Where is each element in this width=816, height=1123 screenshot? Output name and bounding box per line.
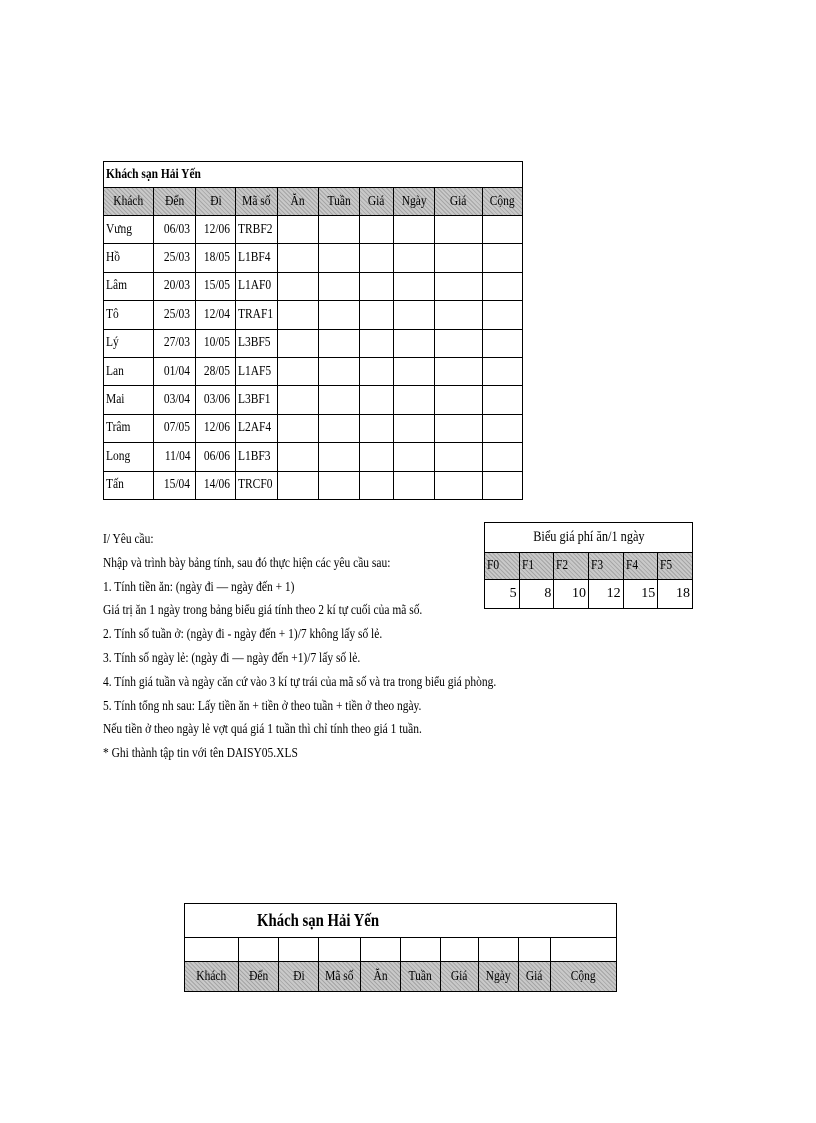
cell-text: Ăn [373,968,388,984]
table-cell [319,301,360,329]
header-cell [279,962,319,992]
cell-text: Giá [368,193,385,209]
requirement-line [103,647,543,671]
table-cell [278,414,319,442]
table-cell [278,386,319,414]
table-cell [278,216,319,244]
table-cell [236,216,278,244]
price-value: 12 [606,586,621,601]
requirement-line [103,528,543,552]
cell-text: 3. Tính số ngày lẻ: (ngày đi — ngày đến +1)/7 lấy số lẻ. [103,650,361,666]
hotel-table-header [104,188,523,216]
table-cell [394,301,435,329]
header-cell [104,188,154,216]
price-value: 8 [544,586,552,601]
empty-cell [239,938,279,962]
header-cell [278,188,319,216]
cell-text: 12/06 [203,221,231,237]
header-cell [236,188,278,216]
table-cell [319,272,360,300]
cell-text: 06/03 [163,221,191,237]
table-cell [319,471,360,499]
cell-text: Khách [196,968,227,984]
table-cell [154,443,196,471]
table-cell [394,329,435,357]
header-cell [519,962,551,992]
cell-text: Ngày [401,193,427,209]
table-cell [196,216,236,244]
table-cell [154,272,196,300]
cell-text: F0 [487,558,500,573]
table-cell [360,329,394,357]
requirement-line [103,742,543,766]
table-cell [360,443,394,471]
table-cell [360,216,394,244]
cell-text: 03/04 [163,392,191,408]
header-cell [361,962,401,992]
cell-text: 06/06 [203,448,231,464]
cell-text: Đi [292,968,305,984]
table-cell [360,386,394,414]
cell-text: F5 [660,558,673,573]
table-cell [104,272,154,300]
table-cell [483,216,523,244]
table-cell [104,216,154,244]
cell-text: Giá trị ăn 1 ngày trong bảng biểu giá tính theo 2 kí tự cuối của mã số. [103,603,423,619]
empty-cell [319,938,361,962]
header-cell [479,962,519,992]
table-cell [435,386,483,414]
table-cell [483,443,523,471]
cell-text: Nếu tiền ở theo ngày lẻ vợt quá giá 1 tuần thì chỉ tính theo giá 1 tuần. [103,722,422,738]
price-value: 18 [676,586,690,601]
table-cell [435,443,483,471]
table-cell [104,329,154,357]
price-code-cell [519,553,554,580]
table-cell [196,386,236,414]
table-cell [236,471,278,499]
header-cell [551,962,617,992]
cell-text: Tuần [408,968,433,984]
header-cell [435,188,483,216]
cell-text: 01/04 [163,363,191,379]
table-cell [278,272,319,300]
requirement-line [103,671,543,695]
requirement-line [103,695,543,719]
table-cell [236,414,278,442]
table-cell [104,357,154,385]
table-cell [483,471,523,499]
requirement-line [103,552,543,576]
table-cell [360,414,394,442]
empty-cell [441,938,479,962]
cell-text: Nhập và trình bày bảng tính, sau đó thực hiện các yêu cầu sau: [103,555,391,571]
table-cell [435,471,483,499]
table-cell [319,244,360,272]
hotel-table [103,161,522,499]
table-cell [104,386,154,414]
table-cell [435,272,483,300]
table-cell [154,386,196,414]
cell-text: Tấn [106,477,124,493]
table-cell [236,443,278,471]
cell-text: L1AF5 [238,363,272,379]
cell-text: Long [106,448,131,464]
table-cell [360,301,394,329]
table-cell [394,386,435,414]
cell-text: 07/05 [163,420,191,436]
table-cell [319,443,360,471]
table-cell [196,244,236,272]
cell-text: Mai [106,392,125,408]
cell-text: Ngày [486,968,511,984]
empty-cell [361,938,401,962]
cell-text: 5. Tính tổng nh sau: Lấy tiền ăn + tiền ở theo tuần + tiền ở theo ngày. [103,698,422,714]
price-value-cell [588,580,623,609]
cell-text: 10/05 [203,335,231,351]
header-cell [394,188,435,216]
table-cell [483,414,523,442]
requirement-line [103,576,543,600]
cell-text: 14/06 [203,477,231,493]
table-cell [483,244,523,272]
requirement-line [103,599,543,623]
header-cell [185,962,239,992]
table-cell [278,244,319,272]
cell-text: Tuần [327,193,351,209]
header-cell [154,188,196,216]
cell-text: * Ghi thành tập tin với tên DAISY05.XLS [103,746,298,762]
table-cell [319,357,360,385]
table-cell [154,357,196,385]
table-cell [394,244,435,272]
header-cell [441,962,479,992]
cell-text: Đến [164,193,185,209]
cell-text: Khách [113,193,144,209]
cell-text: Mã số [242,193,271,209]
cell-text: F1 [521,558,534,573]
requirements-text [103,528,543,766]
table-row [104,216,523,244]
table-row [104,272,523,300]
empty-cell [401,938,441,962]
price-code-cell [554,553,589,580]
table-cell [104,244,154,272]
table-cell [104,471,154,499]
cell-text: I/ Yêu cầu: [103,532,154,547]
header-cell [360,188,394,216]
cell-text: Hồ [106,250,121,266]
table-cell [483,301,523,329]
table-cell [196,301,236,329]
cell-text: 1. Tính tiền ăn: (ngày đi — ngày đến + 1) [103,579,295,595]
cell-text: 2. Tính số tuần ở: (ngày đi - ngày đến + 1)/7 không lấy số lẻ. [103,627,383,643]
cell-text: 25/03 [163,306,191,322]
cell-text: F4 [625,558,638,573]
price-value: 15 [641,586,656,601]
table-cell [154,329,196,357]
price-value-cell [623,580,658,609]
cell-text: F3 [590,558,604,573]
table-cell [236,357,278,385]
cell-text: 12/06 [203,420,231,436]
table-cell [319,216,360,244]
price-code-cell [623,553,658,580]
table-row [104,386,523,414]
table-cell [435,301,483,329]
table-cell [360,272,394,300]
cell-text: TRCF0 [238,477,273,493]
table-cell [394,216,435,244]
cell-text: Ăn [290,193,306,209]
cell-text: Vưng [106,221,132,237]
cell-text: Lan [106,363,124,379]
cell-text: Mã số [325,968,354,984]
table-cell [236,301,278,329]
table-cell [394,443,435,471]
cell-text: 12/04 [203,306,231,322]
table-cell [154,414,196,442]
table-row [104,357,523,385]
empty-cell [279,938,319,962]
meal-price-title: Biểu giá phí ăn/1 ngày [485,523,693,553]
table-cell [236,272,278,300]
table-cell [394,414,435,442]
cell-text: 27/03 [163,335,191,351]
cell-text: L3BF5 [238,335,271,351]
cell-text: 20/03 [163,278,191,294]
header-cell [239,962,279,992]
table-cell [319,329,360,357]
table-cell [319,414,360,442]
price-value-cell [658,580,693,609]
cell-text: TRBF2 [238,221,273,237]
result-table [184,903,616,991]
price-code-cell [658,553,693,580]
table-cell [435,357,483,385]
table-cell [278,357,319,385]
table-cell [104,301,154,329]
price-value: 10 [571,586,586,601]
table-cell [435,329,483,357]
header-cell [401,962,441,992]
table-row [104,329,523,357]
table-cell [104,414,154,442]
cell-text: 03/06 [203,392,231,408]
table-row [104,244,523,272]
table-cell [196,272,236,300]
price-code-cell [485,553,520,580]
empty-cell [185,938,239,962]
cell-text: Lâm [106,278,128,294]
table-cell [435,216,483,244]
table-cell [154,244,196,272]
cell-text: 11/04 [164,448,191,464]
price-code-cell [588,553,623,580]
cell-text: L1BF4 [238,250,271,266]
table-cell [154,216,196,244]
header-cell [319,188,360,216]
cell-text: F2 [556,558,569,573]
cell-text: Lý [106,335,119,351]
cell-text: Cộng [571,968,596,984]
price-value: 5 [509,586,517,601]
table-cell [360,471,394,499]
table-row [104,301,523,329]
cell-text: L3BF1 [238,392,271,408]
table-cell [196,414,236,442]
cell-text: 28/05 [203,363,231,379]
cell-text: Trâm [106,420,131,436]
table-cell [196,357,236,385]
table-cell [319,386,360,414]
table-cell [483,272,523,300]
table-cell [483,386,523,414]
hotel-table-title: Khách sạn Hải Yến [104,162,523,188]
table-row [104,414,523,442]
cell-text: Giá [526,968,543,984]
price-value-cell [485,580,520,609]
header-cell [319,962,361,992]
table-cell [394,357,435,385]
table-cell [196,443,236,471]
table-cell [435,244,483,272]
price-value-cell [554,580,589,609]
table-cell [394,471,435,499]
cell-text: Tô [106,306,119,322]
table-cell [104,443,154,471]
table-cell [278,471,319,499]
header-cell [196,188,236,216]
table-cell [154,301,196,329]
requirement-line [103,623,543,647]
cell-text: 15/05 [203,278,231,294]
table-cell [394,272,435,300]
header-cell [483,188,523,216]
table-cell [360,357,394,385]
table-cell [196,329,236,357]
cell-text: Cộng [490,193,515,209]
table-cell [236,386,278,414]
cell-text: TRAF1 [238,306,274,322]
table-cell [278,443,319,471]
price-value-cell [519,580,554,609]
requirement-line [103,718,543,742]
table-cell [360,244,394,272]
table-cell [236,329,278,357]
cell-text: 15/04 [163,477,191,493]
table-cell [435,414,483,442]
cell-text: L2AF4 [238,420,272,436]
table-cell [278,329,319,357]
result-table-title: Khách sạn Hải Yến [185,904,617,938]
table-row [104,443,523,471]
table-cell [236,244,278,272]
empty-cell [519,938,551,962]
cell-text: 4. Tính giá tuần và ngày căn cứ vào 3 kí tự trái của mã số và tra trong biểu giá phòng. [103,674,497,690]
cell-text: 18/05 [203,250,231,266]
table-cell [196,471,236,499]
table-cell [154,471,196,499]
cell-text: 25/03 [163,250,191,266]
table-cell [483,357,523,385]
meal-price-table [484,522,693,608]
table-row [104,471,523,499]
cell-text: Đến [248,968,269,984]
cell-text: L1BF3 [238,448,271,464]
table-cell [278,301,319,329]
table-cell [483,329,523,357]
empty-cell [479,938,519,962]
cell-text: Đi [209,193,222,209]
cell-text: Giá [450,193,467,209]
cell-text: L1AF0 [238,278,272,294]
cell-text: Giá [451,968,468,984]
empty-cell [551,938,617,962]
